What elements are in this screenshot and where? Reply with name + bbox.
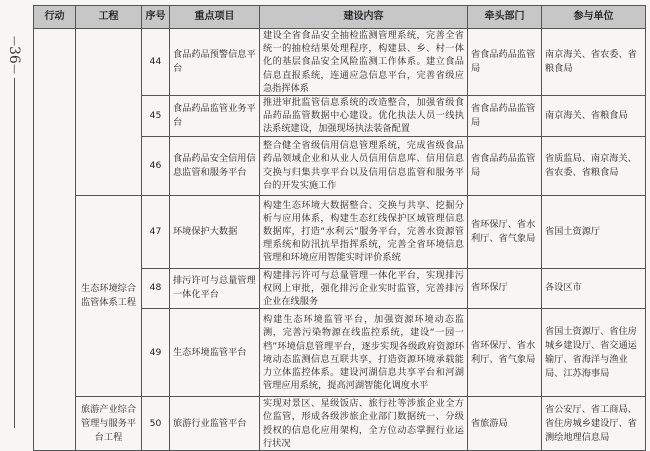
- header-number: 序号: [142, 6, 170, 29]
- row-lead: 省环保厅: [468, 268, 542, 309]
- row-participants: 南京海关、省粮食局: [542, 96, 646, 137]
- row-number: 44: [142, 29, 170, 96]
- row-project: 食品药品监管业务平台: [170, 96, 260, 137]
- row-number: 47: [142, 195, 170, 268]
- row-participants: 省公安厅、省工商局、省住房城乡建设厅、省测绘地理信息局: [542, 397, 646, 451]
- row-number: 45: [142, 96, 170, 137]
- header-action: 行动: [34, 6, 76, 29]
- margin-rule: [14, 78, 15, 428]
- page-number: — 36 —: [6, 36, 22, 74]
- project-table: [33, 5, 646, 451]
- group-cell: 旅游产业综合管理与服务平台工程: [76, 397, 142, 451]
- group-cell: [76, 29, 142, 196]
- row-number: 50: [142, 397, 170, 451]
- row-lead: 省食品药品监管局: [468, 29, 542, 96]
- row-content: 构建生态环境大数据整合、交换与共享、挖掘分析与应用体系，构建生态红线保护区域管理信息数据库，打造“水利云”服务平台，完善水资源管理系统和防汛抗旱指挥系统，完善全省环境信息管理和环境应用智能实时评价系统: [260, 195, 468, 268]
- row-lead: 省旅游局: [468, 397, 542, 451]
- table-row: [34, 195, 646, 268]
- row-number: 49: [142, 309, 170, 397]
- row-number: 48: [142, 268, 170, 309]
- row-participants: 省质监局、南京海关、省农委、省粮食局: [542, 136, 646, 195]
- header-project-group: 工程: [76, 6, 142, 29]
- row-project: 生态环境监管平台: [170, 309, 260, 397]
- table-row: [34, 397, 646, 451]
- row-project: 食品药品预警信息平台: [170, 29, 260, 96]
- row-project: 食品药品安全信用信息监管和服务平台: [170, 136, 260, 195]
- row-content: 建设全省食品安全抽检监测管理系统，完善全省统一的抽检结果处理程序，构建县、乡、村一体化的基层食品安全风险监测工作体系。建立食品信息直报系统，连通应急信息平台，完善省级应急指挥体系: [260, 29, 468, 96]
- group-cell: 生态环境综合监管体系工程: [76, 195, 142, 397]
- action-cell: [34, 29, 76, 451]
- row-lead: 省食品药品监管局: [468, 136, 542, 195]
- header-participants: 参与单位: [542, 6, 646, 29]
- row-lead: 省环保厅、省水利厅、省气象局: [468, 309, 542, 397]
- row-content: 推进审批监管信息系统的改造整合，加强省级食品药品监管数据中心建设。优化执法人员一线执法系统建设，加强现场执法装备配置: [260, 96, 468, 137]
- header-lead-dept: 牵头部门: [468, 6, 542, 29]
- row-lead: 省环保厅、省水利厅、省气象局: [468, 195, 542, 268]
- header-row: [34, 6, 646, 29]
- row-project: 旅游行业监管平台: [170, 397, 260, 451]
- row-lead: 省食品药品监管局: [468, 96, 542, 137]
- header-content: 建设内容: [260, 6, 468, 29]
- row-participants: 各设区市: [542, 268, 646, 309]
- row-content: 构建排污许可与总量管理一体化平台，实现排污权网上审批，强化排污企业实时监管，完善排污企业在线服务: [260, 268, 468, 309]
- header-key-project: 重点项目: [170, 6, 260, 29]
- row-participants: 南京海关、省农委、省粮食局: [542, 29, 646, 96]
- row-participants: 省国土资源厅、省住房城乡建设厅、省交通运输厅、省海洋与渔业局、江苏海事局: [542, 309, 646, 397]
- row-number: 46: [142, 136, 170, 195]
- row-content: 构建生态环境监管平台，加强资源环境动态监测，完善污染物源在线监控系统，建设“一园一档”环境信息管理平台，逐步实现各级政府资源环境动态监测信息互联共享，打造资源环境承载能力立体监控体系。建设河湖信息共享平台和河湖管理应用系统，提高河湖智能化调度水平: [260, 309, 468, 397]
- row-participants: 省国土资源厅: [542, 195, 646, 268]
- row-project: 环境保护大数据: [170, 195, 260, 268]
- table-row: [34, 29, 646, 96]
- row-content: 整合健全省级信用信息管理系统，完成省级食品药品领域企业和从业人员信用信息库、信用信息交换与归集共享平台以及信用信息监管和服务平台的开发实施工作: [260, 136, 468, 195]
- row-project: 排污许可与总量管理一体化平台: [170, 268, 260, 309]
- row-content: 实现对景区、星级饭店、旅行社等涉旅企业全方位监管，形成各级涉旅企业部门数据统一、分级授权的信息化应用架构，全方位动态掌握行业运行状况: [260, 397, 468, 451]
